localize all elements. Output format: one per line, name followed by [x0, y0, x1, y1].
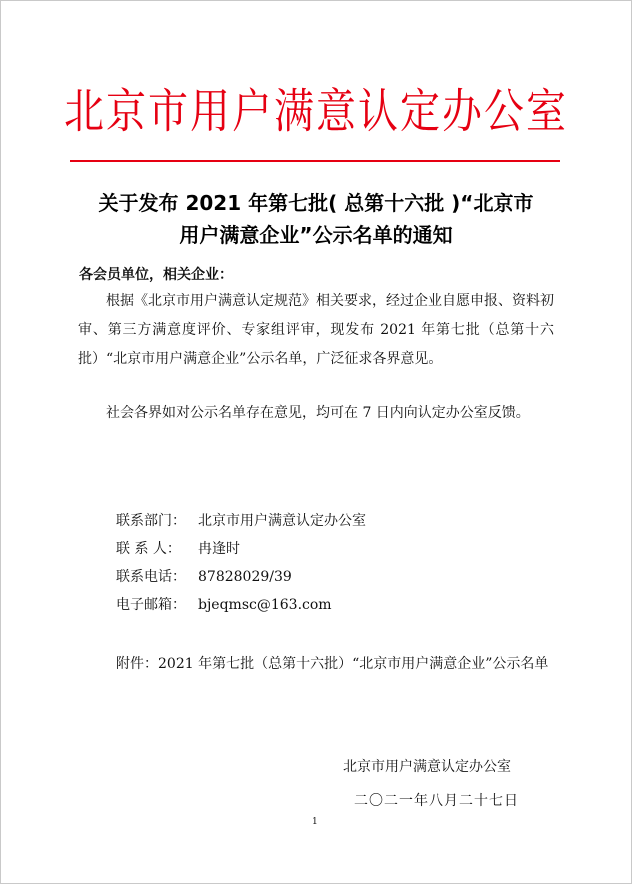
- notice-title-line-1: 关于发布 2021 年第七批( 总第十六批 )“北京市: [98, 191, 534, 215]
- contact-email-label: 电子邮箱：: [116, 597, 186, 613]
- salutation: 各会员单位，相关企业：: [79, 267, 233, 283]
- contact-phone-label: 联系电话：: [116, 569, 186, 585]
- page-number: 1: [312, 817, 318, 827]
- attachment-note: 附件：2021 年第七批（总第十六批）“北京市用户满意企业”公示名单: [116, 656, 549, 672]
- contact-phone-value: 87828029/39: [198, 569, 292, 585]
- contact-person-label: 联 系 人：: [116, 541, 181, 557]
- letterhead-title: 北京市用户满意认定办公室: [64, 85, 568, 140]
- contact-email-value: bjeqmsc@163.com: [198, 597, 332, 613]
- contact-email: [116, 594, 332, 616]
- contact-phone: [116, 566, 292, 588]
- contact-person-value: 冉逢时: [198, 541, 240, 557]
- body-paragraph-1: 根据《北京市用户满意认定规范》相关要求，经过企业自愿申报、资料初审、第三方满意度评价、专家组评审，现发布 2021 年第七批（总第十六批）“北京市用户满意企业”公示名单，广泛征求各界意见。: [78, 293, 554, 367]
- contact-department-value: 北京市用户满意认定办公室: [198, 513, 366, 529]
- signature-org: 北京市用户满意认定办公室: [343, 759, 511, 775]
- contact-person: [116, 538, 240, 560]
- contact-department-label: 联系部门：: [116, 513, 186, 529]
- notice-title: [70, 187, 562, 251]
- letterhead-rule: [70, 160, 560, 162]
- body-paragraph-2: 社会各界如对公示名单存在意见，均可在 7 日内向认定办公室反馈。: [106, 405, 530, 421]
- signature-date: 二〇二一年八月二十七日: [354, 793, 519, 809]
- contact-department: [116, 510, 366, 532]
- notice-title-line-2: 用户满意企业”公示名单的通知: [179, 223, 453, 247]
